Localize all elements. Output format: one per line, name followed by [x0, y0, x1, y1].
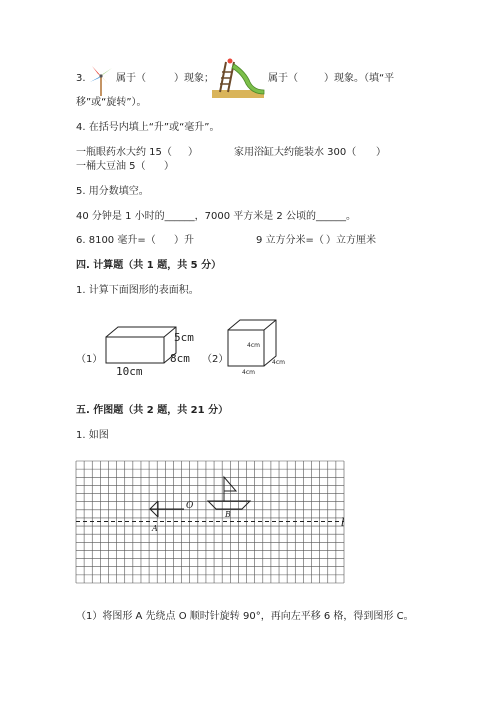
q6-part1-end: ）升	[174, 235, 194, 246]
q3-phenomenon-2: ）现象。（填“平	[324, 73, 395, 84]
q4-item1: 一瓶眼药水大约 15（	[76, 147, 172, 158]
q3-belongs-2: 属于（	[268, 73, 298, 84]
fig2-label: （2）	[202, 354, 229, 365]
q6-part1: 6. 8100 毫升=（	[76, 235, 156, 246]
q6-part2-end: ）立方厘米	[326, 235, 376, 246]
grid-figure	[76, 461, 344, 583]
label-b: B	[225, 510, 231, 519]
q6-part2: 9 立方分米=（	[256, 235, 324, 246]
label-a: A	[152, 524, 158, 533]
q4-item1-end: ）	[188, 147, 198, 158]
fig1-dim-h: 5cm	[174, 331, 194, 344]
q4-title: 4. 在括号内填上“升”或“毫升”。	[76, 122, 220, 133]
pinwheel-icon	[88, 62, 114, 96]
cuboid-figure	[100, 325, 180, 365]
q4-item3: 一桶大豆油 5（	[76, 161, 146, 172]
fig2-dim-h: 4cm	[247, 342, 260, 349]
section5-q1: 1. 如图	[76, 430, 109, 441]
fig2-dim-w: 4cm	[242, 369, 255, 376]
fig2-dim-d: 4cm	[272, 359, 285, 366]
q3-number: 3.	[76, 73, 86, 84]
q4-item2-end: ）	[376, 147, 386, 158]
fig1-dim-d: 8cm	[170, 352, 190, 365]
section5-instruction: （1）将图形 A 先绕点 O 顺时针旋转 90°，再向左平移 6 格，得到图形 C。	[76, 611, 414, 622]
q3-belongs-1: 属于（	[116, 73, 146, 84]
q3-phenomenon-1: ）现象；	[174, 73, 214, 84]
q5-line: 40 分钟是 1 小时的______，7000 平方米是 2 公顷的______。	[76, 211, 356, 222]
q4-item3-end: ）	[164, 161, 174, 172]
section4-heading: 四. 计算题（共 1 题，共 5 分）	[76, 260, 222, 271]
section5-heading: 五. 作图题（共 2 题，共 21 分）	[76, 405, 229, 416]
label-o: O	[186, 501, 194, 511]
fig1-label: （1）	[76, 354, 103, 365]
slide-icon	[212, 58, 264, 98]
section4-q1: 1. 计算下面图形的表面积。	[76, 285, 199, 296]
q3-line2: 移”或“旋转”）。	[76, 97, 147, 108]
label-l: l	[341, 516, 345, 529]
q5-title: 5. 用分数填空。	[76, 186, 149, 197]
fig1-dim-w: 10cm	[116, 365, 143, 378]
q4-item2: 家用浴缸大约能装水 300（	[234, 147, 357, 158]
